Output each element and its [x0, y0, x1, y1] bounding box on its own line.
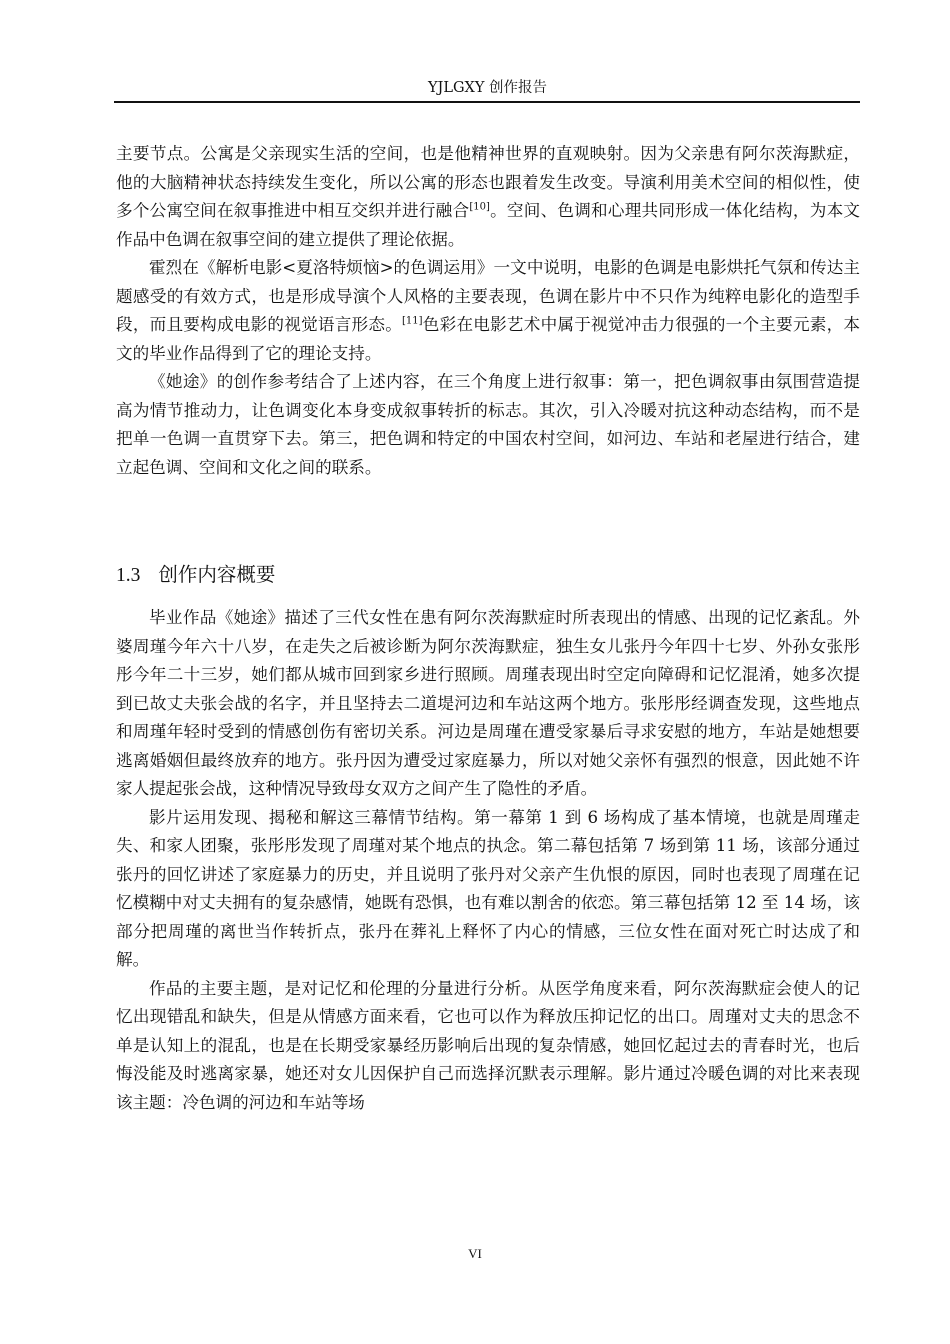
paragraph-1: [116, 140, 860, 254]
paragraph-text: 。空间、色调和心理共同形成一体化结构，为本文作品中色调在叙事空间的建立提供了理论依据。: [116, 201, 861, 249]
paragraph-5: 影片运用发现、揭秘和解这三幕情节结构。第一幕第 1 到 6 场构成了基本情境，也就是周瑾走失、和家人团聚，张彤彤发现了周瑾对某个地点的执念。第二幕包括第 7 场到第 11 场，该部分通过张丹的回忆讲述了家庭暴力的历史，并且说明了张丹对父亲产生仇恨的原因，同时也表现了周瑾在记忆模糊中对丈夫拥有的复杂感情，她既有恐惧，也有难以割舍的依恋。第三幕包括第 12 至 14 场，该部分把周瑾的离世当作转折点，张丹在葬礼上释怀了内心的情感，三位女性在面对死亡时达成了和解。: [116, 807, 860, 969]
page-number: VI: [468, 1246, 482, 1261]
paragraph-text: 色彩在电影艺术中属于视觉冲击力很强的一个主要元素，本文的毕业作品得到了它的理论支持。: [116, 315, 861, 363]
header-rule: [114, 101, 860, 103]
citation-ref: [11]: [402, 315, 423, 327]
section-text-block: [116, 604, 860, 1117]
section-heading: [116, 561, 275, 590]
paragraph-6: 作品的主要主题，是对记忆和伦理的分量进行分析。从医学角度来看，阿尔茨海默症会使人的记忆出现错乱和缺失，但是从情感方面来看，它也可以作为释放压抑记忆的出口。周瑾对丈夫的思念不单是认知上的混乱，也是在长期受家暴经历影响后出现的复杂情感，她回忆起过去的青春时光，也后悔没能及时逃离家暴，她还对女儿因保护自己而选择沉默表示理解。影片通过冷暖色调的对比来表现该主题：冷色调的河边和车站等场: [116, 978, 860, 1112]
paragraph-text: 霍烈在《解析电影<夏洛特烦恼>的色调运用》一文中说明，电影的色调是电影烘托气氛和传达主题感受的有效方式，也是形成导演个人风格的主要表现，色调在影片中不只作为纯粹电影化的造型手段，而且要构成电影的视觉语言形态。: [116, 258, 860, 334]
intro-text-block: [116, 140, 860, 482]
running-header: YJLGXY 创作报告: [427, 80, 548, 96]
citation-ref: [10]: [469, 201, 490, 213]
paragraph-text: 主要节点。公寓是父亲现实生活的空间，也是他精神世界的直观映射。因为父亲患有阿尔茨海默症，他的大脑精神状态持续发生变化，所以公寓的形态也跟着发生改变。导演利用美术空间的相似性，使多个公寓空间在叙事推进中相互交织并进行融合: [116, 144, 860, 220]
paragraph-3: 《她途》的创作参考结合了上述内容，在三个角度上进行叙事：第一，把色调叙事由氛围营造提高为情节推动力，让色调变化本身变成叙事转折的标志。其次，引入冷暖对抗这种动态结构，而不是把单一色调一直贯穿下去。第三，把色调和特定的中国农村空间，如河边、车站和老屋进行结合，建立起色调、空间和文化之间的联系。: [116, 372, 860, 477]
paragraph-2: [116, 254, 860, 368]
section-title: 创作内容概要: [158, 563, 276, 586]
paragraph-4: 毕业作品《她途》描述了三代女性在患有阿尔茨海默症时所表现出的情感、出现的记忆紊乱。外婆周瑾今年六十八岁，在走失之后被诊断为阿尔茨海默症，独生女儿张丹今年四十七岁、外孙女张彤彤今年二十三岁，她们都从城市回到家乡进行照顾。周瑾表现出时空定向障碍和记忆混淆，她多次提到已故丈夫张会战的名字，并且坚持去二道堤河边和车站这两个地方。张彤彤经调查发现，这些地点和周瑾年轻时受到的情感创伤有密切关系。河边是周瑾在遭受家暴后寻求安慰的地方，车站是她想要逃离婚姻但最终放弃的地方。张丹因为遭受过家庭暴力，所以对她父亲怀有强烈的恨意，因此她不许家人提起张会战，这种情况导致母女双方之间产生了隐性的矛盾。: [116, 608, 860, 798]
section-number: 1.3: [116, 565, 141, 586]
